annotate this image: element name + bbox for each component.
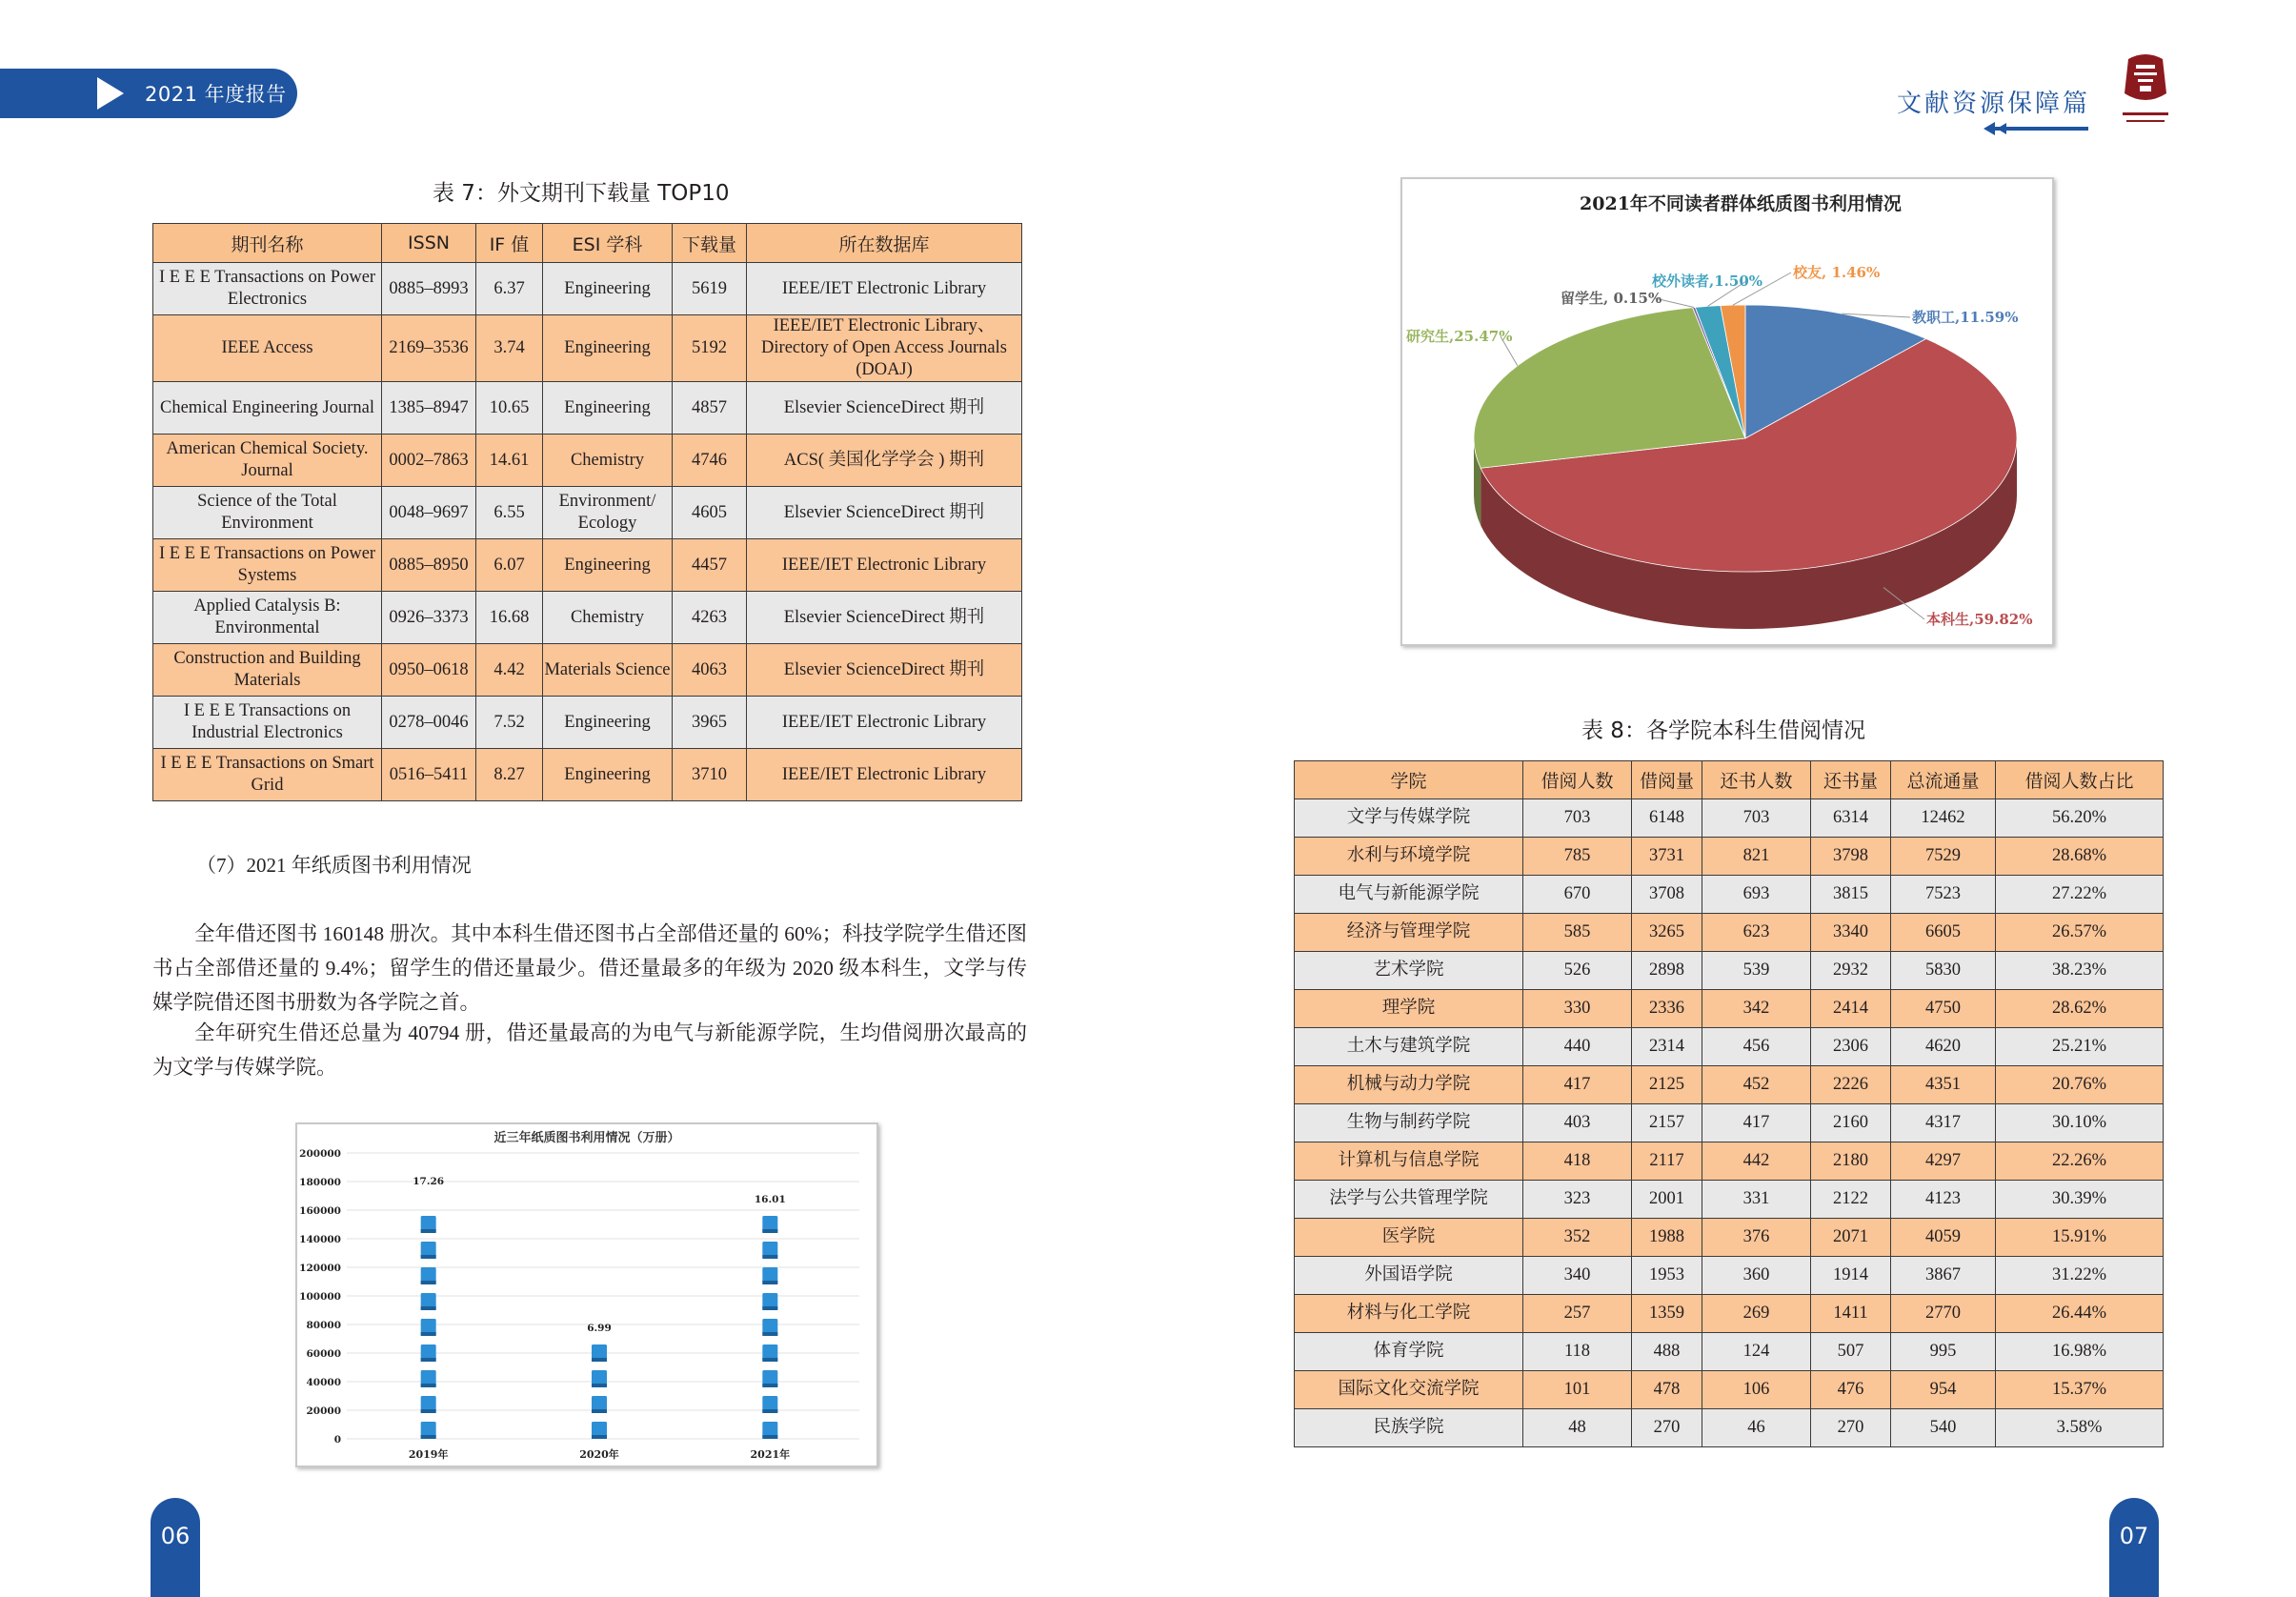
book-spine bbox=[762, 1409, 777, 1413]
table-row bbox=[1295, 1257, 2164, 1295]
library-seal-icon bbox=[2117, 51, 2174, 131]
table-cell: 478 bbox=[1632, 1371, 1702, 1409]
table-cell: 46 bbox=[1702, 1409, 1811, 1447]
table-cell: 2226 bbox=[1811, 1066, 1891, 1104]
table-cell: 3708 bbox=[1632, 876, 1702, 914]
table-cell: Elsevier ScienceDirect 期刊 bbox=[747, 644, 1022, 697]
table-cell: 15.37% bbox=[1996, 1371, 2164, 1409]
col-header: 借阅量 bbox=[1632, 761, 1702, 799]
table-cell: 国际文化交流学院 bbox=[1295, 1371, 1523, 1409]
table-cell: Chemistry bbox=[543, 435, 673, 487]
col-header: 还书人数 bbox=[1702, 761, 1811, 799]
y-tick-label: 0 bbox=[333, 1434, 341, 1445]
table-cell: 0002–7863 bbox=[382, 435, 476, 487]
bar-2021年 bbox=[762, 1216, 777, 1439]
table-cell: 2169–3536 bbox=[382, 315, 476, 382]
table-cell: 257 bbox=[1523, 1295, 1632, 1333]
table-cell: 785 bbox=[1523, 838, 1632, 876]
table-cell: 27.22% bbox=[1996, 876, 2164, 914]
table-cell: 20.76% bbox=[1996, 1066, 2164, 1104]
table-cell: 2117 bbox=[1632, 1142, 1702, 1181]
y-tick-label: 100000 bbox=[299, 1291, 341, 1303]
table-cell: 323 bbox=[1523, 1181, 1632, 1219]
x-tick-label: 2021年 bbox=[750, 1448, 791, 1461]
col-header: 下载量 bbox=[673, 224, 747, 263]
table-cell: 2160 bbox=[1811, 1104, 1891, 1142]
section-heading: （7）2021 年纸质图书利用情况 bbox=[196, 854, 472, 877]
col-header: 借阅人数占比 bbox=[1996, 761, 2164, 799]
arrow-left-icon bbox=[1984, 122, 2088, 135]
pie-chart-frame bbox=[1400, 177, 2054, 646]
table-cell: 476 bbox=[1811, 1371, 1891, 1409]
table-cell: Chemistry bbox=[543, 592, 673, 644]
table-cell: 16.68 bbox=[476, 592, 543, 644]
y-tick-label: 40000 bbox=[306, 1377, 341, 1388]
table-cell: 4457 bbox=[673, 539, 747, 592]
table-cell: 理学院 bbox=[1295, 990, 1523, 1028]
table-cell: I E E E Transactions on Power Systems bbox=[153, 539, 382, 592]
table-cell: IEEE/IET Electronic Library bbox=[747, 749, 1022, 801]
table-cell: 3.58% bbox=[1996, 1409, 2164, 1447]
table-row bbox=[1295, 876, 2164, 914]
table-cell: 4746 bbox=[673, 435, 747, 487]
y-tick-label: 180000 bbox=[299, 1177, 341, 1188]
table-cell: Engineering bbox=[543, 263, 673, 315]
table-cell: Environment/ Ecology bbox=[543, 487, 673, 539]
table-cell: 4605 bbox=[673, 487, 747, 539]
table-row bbox=[1295, 799, 2164, 838]
table-row bbox=[1295, 1028, 2164, 1066]
table-cell: 6314 bbox=[1811, 799, 1891, 838]
table-row bbox=[1295, 1371, 2164, 1409]
table-cell: 0885–8950 bbox=[382, 539, 476, 592]
table-cell: 4297 bbox=[1891, 1142, 1996, 1181]
table-cell: I E E E Transactions on Smart Grid bbox=[153, 749, 382, 801]
table-cell: 5619 bbox=[673, 263, 747, 315]
book-spine bbox=[421, 1229, 436, 1233]
table-cell: 6.55 bbox=[476, 487, 543, 539]
table-cell: 703 bbox=[1523, 799, 1632, 838]
table-row bbox=[153, 487, 1022, 539]
table-cell: 3867 bbox=[1891, 1257, 1996, 1295]
table-row bbox=[153, 382, 1022, 435]
table-cell: 机械与动力学院 bbox=[1295, 1066, 1523, 1104]
table-cell: 31.22% bbox=[1996, 1257, 2164, 1295]
table-cell: 4317 bbox=[1891, 1104, 1996, 1142]
col-header: ESI 学科 bbox=[543, 224, 673, 263]
table-cell: 15.91% bbox=[1996, 1219, 2164, 1257]
table8-caption: 表 8：各学院本科生借阅情况 bbox=[1581, 718, 1865, 743]
table-row bbox=[1295, 914, 2164, 952]
report-label: 2021 年度报告 bbox=[145, 83, 287, 106]
table-cell: Engineering bbox=[543, 315, 673, 382]
table-cell: 440 bbox=[1523, 1028, 1632, 1066]
book-spine bbox=[762, 1229, 777, 1233]
table-cell: 442 bbox=[1702, 1142, 1811, 1181]
table-cell: IEEE/IET Electronic Library bbox=[747, 697, 1022, 749]
table-cell: Materials Science bbox=[543, 644, 673, 697]
table-row bbox=[1295, 838, 2164, 876]
table-cell: 118 bbox=[1523, 1333, 1632, 1371]
table-cell: 2180 bbox=[1811, 1142, 1891, 1181]
table-cell: 6.07 bbox=[476, 539, 543, 592]
bar-2020年 bbox=[592, 1344, 607, 1439]
table-cell: 106 bbox=[1702, 1371, 1811, 1409]
table-cell: 7523 bbox=[1891, 876, 1996, 914]
y-tick-label: 160000 bbox=[299, 1205, 341, 1217]
chapter-title: 文献资源保障篇 bbox=[1896, 90, 2090, 118]
table-cell: 403 bbox=[1523, 1104, 1632, 1142]
table-cell: 0926–3373 bbox=[382, 592, 476, 644]
table-cell: 352 bbox=[1523, 1219, 1632, 1257]
table-cell: 2770 bbox=[1891, 1295, 1996, 1333]
report-tab bbox=[0, 69, 297, 118]
table-cell: 3731 bbox=[1632, 838, 1702, 876]
table8-header-row bbox=[1295, 761, 2164, 799]
table-cell: 4620 bbox=[1891, 1028, 1996, 1066]
table8 bbox=[1294, 760, 2164, 1447]
table-cell: 417 bbox=[1702, 1104, 1811, 1142]
y-tick-label: 140000 bbox=[299, 1234, 341, 1245]
col-header: 学院 bbox=[1295, 761, 1523, 799]
table-cell: 电气与新能源学院 bbox=[1295, 876, 1523, 914]
table-row bbox=[1295, 1409, 2164, 1447]
table-row bbox=[1295, 1104, 2164, 1142]
table-cell: 2898 bbox=[1632, 952, 1702, 990]
table-cell: 623 bbox=[1702, 914, 1811, 952]
table-row bbox=[153, 539, 1022, 592]
table7-header-row bbox=[153, 224, 1022, 263]
table-row bbox=[1295, 952, 2164, 990]
book-spine bbox=[762, 1384, 777, 1387]
table-cell: 270 bbox=[1811, 1409, 1891, 1447]
col-header: 所在数据库 bbox=[747, 224, 1022, 263]
table-cell: 4063 bbox=[673, 644, 747, 697]
table-cell: 3798 bbox=[1811, 838, 1891, 876]
bar-2019年 bbox=[421, 1216, 436, 1439]
table-row bbox=[1295, 1219, 2164, 1257]
data-label: 6.99 bbox=[587, 1323, 612, 1335]
table-row bbox=[1295, 990, 2164, 1028]
book-spine bbox=[592, 1409, 607, 1413]
table-cell: 6148 bbox=[1632, 799, 1702, 838]
col-header: IF 值 bbox=[476, 224, 543, 263]
table-cell: 417 bbox=[1523, 1066, 1632, 1104]
table-cell: 26.57% bbox=[1996, 914, 2164, 952]
table-cell: 4059 bbox=[1891, 1219, 1996, 1257]
col-header: 还书量 bbox=[1811, 761, 1891, 799]
table-cell: 3265 bbox=[1632, 914, 1702, 952]
table-cell: 101 bbox=[1523, 1371, 1632, 1409]
table-cell: 4750 bbox=[1891, 990, 1996, 1028]
table-row bbox=[153, 315, 1022, 382]
play-icon bbox=[97, 77, 124, 110]
bar-chart-frame bbox=[295, 1122, 878, 1467]
table-cell: 16.98% bbox=[1996, 1333, 2164, 1371]
table-cell: 7.52 bbox=[476, 697, 543, 749]
table-cell: 2125 bbox=[1632, 1066, 1702, 1104]
paragraph-2: 全年研究生借还总量为 40794 册，借还量最高的为电气与新能源学院，生均借阅册次最高的为文学与传媒学院。 bbox=[152, 1021, 1027, 1079]
table-cell: Engineering bbox=[543, 697, 673, 749]
table-cell: American Chemical Society. Journal bbox=[153, 435, 382, 487]
table-cell: 土木与建筑学院 bbox=[1295, 1028, 1523, 1066]
table-cell: 488 bbox=[1632, 1333, 1702, 1371]
table-cell: IEEE/IET Electronic Library bbox=[747, 263, 1022, 315]
table-cell: 材料与化工学院 bbox=[1295, 1295, 1523, 1333]
table-cell: Construction and Building Materials bbox=[153, 644, 382, 697]
table-cell: 1359 bbox=[1632, 1295, 1702, 1333]
table-cell: 体育学院 bbox=[1295, 1333, 1523, 1371]
col-header: 总流通量 bbox=[1891, 761, 1996, 799]
book-spine bbox=[421, 1332, 436, 1336]
slice-label: 校友, 1.46% bbox=[1793, 264, 1881, 281]
table-cell: 376 bbox=[1702, 1219, 1811, 1257]
y-tick-label: 120000 bbox=[299, 1263, 341, 1274]
col-header: 期刊名称 bbox=[153, 224, 382, 263]
table-cell: 4.42 bbox=[476, 644, 543, 697]
chart-title: 2021年不同读者群体纸质图书利用情况 bbox=[1580, 193, 1902, 214]
table-cell: 28.68% bbox=[1996, 838, 2164, 876]
table-cell: 2001 bbox=[1632, 1181, 1702, 1219]
table-cell: 340 bbox=[1523, 1257, 1632, 1295]
table-cell: 540 bbox=[1891, 1409, 1996, 1447]
table-cell: Science of the Total Environment bbox=[153, 487, 382, 539]
table-cell: 3965 bbox=[673, 697, 747, 749]
table-cell: 38.23% bbox=[1996, 952, 2164, 990]
book-spine bbox=[421, 1409, 436, 1413]
table-cell: 经济与管理学院 bbox=[1295, 914, 1523, 952]
table-cell: Engineering bbox=[543, 382, 673, 435]
paragraph-1: 全年借还图书 160148 册次。其中本科生借还图书占全部借还量的 60%；科技学院学生借还图书占全部借还量的 9.4%；留学生的借还量最少。借还量最多的年级为 2020 级本科生，文学与传媒学院借还图书册数为各学院之首。 bbox=[152, 922, 1027, 1014]
table-cell: 30.10% bbox=[1996, 1104, 2164, 1142]
table-row bbox=[1295, 1295, 2164, 1333]
table-cell: 26.44% bbox=[1996, 1295, 2164, 1333]
table-cell: 452 bbox=[1702, 1066, 1811, 1104]
table-cell: 5192 bbox=[673, 315, 747, 382]
table-cell: 56.20% bbox=[1996, 799, 2164, 838]
table-cell: 269 bbox=[1702, 1295, 1811, 1333]
page-number-right: 07 bbox=[2109, 1498, 2159, 1597]
table-cell: Applied Catalysis B: Environmental bbox=[153, 592, 382, 644]
table-row bbox=[1295, 1066, 2164, 1104]
table-cell: 1385–8947 bbox=[382, 382, 476, 435]
table-cell: 法学与公共管理学院 bbox=[1295, 1181, 1523, 1219]
x-tick-label: 2019年 bbox=[408, 1448, 449, 1461]
table-cell: 25.21% bbox=[1996, 1028, 2164, 1066]
table-cell: 4263 bbox=[673, 592, 747, 644]
table-cell: 30.39% bbox=[1996, 1181, 2164, 1219]
table-row bbox=[153, 749, 1022, 801]
table-cell: Engineering bbox=[543, 749, 673, 801]
book-spine bbox=[762, 1358, 777, 1362]
table-cell: ACS( 美国化学学会 ) 期刊 bbox=[747, 435, 1022, 487]
book-spine bbox=[762, 1435, 777, 1439]
table-cell: Elsevier ScienceDirect 期刊 bbox=[747, 592, 1022, 644]
table-row bbox=[1295, 1142, 2164, 1181]
table-row bbox=[153, 592, 1022, 644]
table-cell: 0885–8993 bbox=[382, 263, 476, 315]
table-cell: 8.27 bbox=[476, 749, 543, 801]
table-cell: 0278–0046 bbox=[382, 697, 476, 749]
book-spine bbox=[762, 1281, 777, 1284]
table-cell: 821 bbox=[1702, 838, 1811, 876]
table-cell: IEEE/IET Electronic Library bbox=[747, 539, 1022, 592]
table-cell: 693 bbox=[1702, 876, 1811, 914]
table-cell: 6.37 bbox=[476, 263, 543, 315]
table-cell: 2314 bbox=[1632, 1028, 1702, 1066]
table-cell: 360 bbox=[1702, 1257, 1811, 1295]
book-spine bbox=[421, 1281, 436, 1284]
slice-label: 教职工,11.59% bbox=[1912, 309, 2019, 326]
table-cell: 0048–9697 bbox=[382, 487, 476, 539]
x-tick-label: 2020年 bbox=[579, 1448, 619, 1461]
table-cell: 954 bbox=[1891, 1371, 1996, 1409]
bar-chart bbox=[297, 1124, 876, 1466]
table-cell: 4123 bbox=[1891, 1181, 1996, 1219]
book-spine bbox=[421, 1435, 436, 1439]
table-cell: 3710 bbox=[673, 749, 747, 801]
table-cell: 计算机与信息学院 bbox=[1295, 1142, 1523, 1181]
table-cell: 2071 bbox=[1811, 1219, 1891, 1257]
data-label: 17.26 bbox=[413, 1176, 445, 1188]
table-cell: 10.65 bbox=[476, 382, 543, 435]
data-label: 16.01 bbox=[754, 1193, 786, 1205]
table-cell: 331 bbox=[1702, 1181, 1811, 1219]
y-tick-label: 200000 bbox=[299, 1148, 341, 1160]
table-cell: 12462 bbox=[1891, 799, 1996, 838]
table-cell: 526 bbox=[1523, 952, 1632, 990]
table-cell: 342 bbox=[1702, 990, 1811, 1028]
table-cell: 456 bbox=[1702, 1028, 1811, 1066]
table-cell: 995 bbox=[1891, 1333, 1996, 1371]
table-cell: 4857 bbox=[673, 382, 747, 435]
table-cell: Elsevier ScienceDirect 期刊 bbox=[747, 382, 1022, 435]
table-cell: 2414 bbox=[1811, 990, 1891, 1028]
table-cell: 507 bbox=[1811, 1333, 1891, 1371]
table-cell: IEEE/IET Electronic Library、Directory of Open Access Journals (DOAJ) bbox=[747, 315, 1022, 382]
table-cell: 270 bbox=[1632, 1409, 1702, 1447]
table-cell: 670 bbox=[1523, 876, 1632, 914]
table-cell: 2157 bbox=[1632, 1104, 1702, 1142]
col-header: ISSN bbox=[382, 224, 476, 263]
y-tick-label: 60000 bbox=[306, 1348, 341, 1360]
table-cell: Engineering bbox=[543, 539, 673, 592]
table-cell: 艺术学院 bbox=[1295, 952, 1523, 990]
table-cell: 外国语学院 bbox=[1295, 1257, 1523, 1295]
book-spine bbox=[421, 1306, 436, 1310]
table-cell: 生物与制药学院 bbox=[1295, 1104, 1523, 1142]
table-cell: 5830 bbox=[1891, 952, 1996, 990]
table-row bbox=[1295, 1181, 2164, 1219]
table-cell: 585 bbox=[1523, 914, 1632, 952]
col-header: 借阅人数 bbox=[1523, 761, 1632, 799]
y-tick-label: 20000 bbox=[306, 1405, 341, 1417]
table-cell: 14.61 bbox=[476, 435, 543, 487]
table-row bbox=[153, 435, 1022, 487]
book-spine bbox=[421, 1358, 436, 1362]
table7-caption: 表 7：外文期刊下载量 TOP10 bbox=[433, 181, 730, 206]
book-spine bbox=[421, 1255, 436, 1259]
table-cell: 4351 bbox=[1891, 1066, 1996, 1104]
book-spine bbox=[762, 1306, 777, 1310]
book-spine bbox=[592, 1435, 607, 1439]
table-cell: 0950–0618 bbox=[382, 644, 476, 697]
table-cell: 1914 bbox=[1811, 1257, 1891, 1295]
table-cell: 3340 bbox=[1811, 914, 1891, 952]
table-cell: 418 bbox=[1523, 1142, 1632, 1181]
table-cell: 1988 bbox=[1632, 1219, 1702, 1257]
table-row bbox=[153, 644, 1022, 697]
table-cell: 48 bbox=[1523, 1409, 1632, 1447]
page-number-left: 06 bbox=[151, 1498, 200, 1597]
pie-chart bbox=[1402, 179, 2052, 644]
book-spine bbox=[762, 1332, 777, 1336]
table-cell: 124 bbox=[1702, 1333, 1811, 1371]
table-cell: 2306 bbox=[1811, 1028, 1891, 1066]
table-cell: 1411 bbox=[1811, 1295, 1891, 1333]
chart-title: 近三年纸质图书利用情况（万册） bbox=[493, 1131, 680, 1145]
table-cell: 文学与传媒学院 bbox=[1295, 799, 1523, 838]
table-cell: 2336 bbox=[1632, 990, 1702, 1028]
slice-label: 留学生, 0.15% bbox=[1561, 290, 1662, 307]
slice-label: 研究生,25.47% bbox=[1406, 328, 1513, 345]
table-cell: 0516–5411 bbox=[382, 749, 476, 801]
table-row bbox=[153, 263, 1022, 315]
slice-label: 校外读者,1.50% bbox=[1652, 273, 1763, 290]
table-cell: 3815 bbox=[1811, 876, 1891, 914]
table-cell: 330 bbox=[1523, 990, 1632, 1028]
table-cell: 6605 bbox=[1891, 914, 1996, 952]
book-spine bbox=[592, 1384, 607, 1387]
slice-label: 本科生,59.82% bbox=[1926, 611, 2033, 628]
table-cell: Chemical Engineering Journal bbox=[153, 382, 382, 435]
table-cell: 22.26% bbox=[1996, 1142, 2164, 1181]
table-cell: I E E E Transactions on Power Electronics bbox=[153, 263, 382, 315]
table-cell: 703 bbox=[1702, 799, 1811, 838]
table-cell: IEEE Access bbox=[153, 315, 382, 382]
book-spine bbox=[421, 1384, 436, 1387]
table-cell: Elsevier ScienceDirect 期刊 bbox=[747, 487, 1022, 539]
book-spine bbox=[762, 1255, 777, 1259]
table-cell: 医学院 bbox=[1295, 1219, 1523, 1257]
table-row bbox=[1295, 1333, 2164, 1371]
table7 bbox=[152, 223, 1022, 801]
table-cell: 3.74 bbox=[476, 315, 543, 382]
table-row bbox=[153, 697, 1022, 749]
table-cell: 2122 bbox=[1811, 1181, 1891, 1219]
y-tick-label: 80000 bbox=[306, 1320, 341, 1331]
table-cell: 539 bbox=[1702, 952, 1811, 990]
table-cell: 28.62% bbox=[1996, 990, 2164, 1028]
table-cell: 水利与环境学院 bbox=[1295, 838, 1523, 876]
table-cell: 2932 bbox=[1811, 952, 1891, 990]
table-cell: 民族学院 bbox=[1295, 1409, 1523, 1447]
table-cell: 1953 bbox=[1632, 1257, 1702, 1295]
book-spine bbox=[592, 1358, 607, 1362]
table-cell: 7529 bbox=[1891, 838, 1996, 876]
table-cell: I E E E Transactions on Industrial Electronics bbox=[153, 697, 382, 749]
